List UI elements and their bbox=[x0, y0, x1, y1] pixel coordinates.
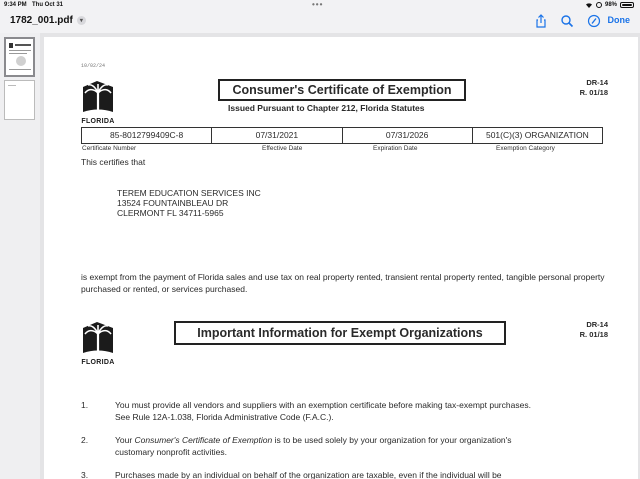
list-text-line: See Rule 12A-1.038, Florida Administrative Code (F.A.C.). bbox=[115, 412, 334, 422]
battery-percent: 98% bbox=[604, 2, 617, 8]
palm-tree-icon bbox=[81, 320, 115, 358]
page-thumbnail-2[interactable] bbox=[4, 80, 35, 120]
list-text bbox=[115, 399, 605, 423]
document-title: 1782_001.pdf bbox=[10, 15, 73, 26]
pdf-page bbox=[44, 37, 638, 479]
certificate-title: Consumer's Certificate of Exemption bbox=[218, 79, 466, 101]
list-text bbox=[115, 434, 605, 458]
form-revision-2: R. 01/18 bbox=[579, 330, 608, 339]
label-exemption-category: Exemption Category bbox=[496, 145, 555, 152]
date-stamp: 10/02/24 bbox=[81, 63, 106, 69]
palm-tree-icon bbox=[81, 79, 115, 117]
label-expiration-date: Expiration Date bbox=[373, 145, 418, 152]
florida-logo-text: FLORIDA bbox=[81, 118, 115, 125]
text-run: Your bbox=[115, 435, 135, 445]
effective-date: 07/31/2021 bbox=[212, 128, 342, 143]
certificate-table bbox=[81, 127, 603, 144]
organization-address bbox=[117, 188, 261, 218]
label-certificate-number: Certificate Number bbox=[82, 145, 137, 152]
list-text bbox=[115, 469, 605, 479]
label-effective-date: Effective Date bbox=[262, 145, 303, 152]
exemption-statement: is exempt from the payment of Florida sales and use tax on real property rented, transient rental property rented, tangible personal property purchased or rented, or services purchased. bbox=[81, 272, 605, 294]
certificate-subtitle: Issued Pursuant to Chapter 212, Florida Statutes bbox=[228, 103, 425, 113]
certificate-number: 85-8012799409C-8 bbox=[82, 128, 212, 143]
share-icon[interactable] bbox=[534, 14, 548, 28]
search-icon[interactable] bbox=[560, 14, 574, 28]
document-title-menu[interactable] bbox=[10, 15, 86, 26]
multitasking-dots[interactable]: ••• bbox=[312, 0, 324, 9]
list-text-line bbox=[115, 434, 605, 446]
list-text-line: You must provide all vendors and suppliers with an exemption certificate before making tax-exempt purchases. bbox=[115, 400, 531, 410]
list-text-line: customary nonprofit activities. bbox=[115, 447, 227, 457]
certificate-labels bbox=[81, 145, 603, 154]
list-text-line: Purchases made by an individual on behalf of the organization are taxable, even if the individual will be bbox=[115, 470, 502, 479]
thumbnail-sidebar bbox=[0, 33, 40, 479]
expiration-date: 07/31/2026 bbox=[343, 128, 473, 143]
status-time: 9:34 PM bbox=[4, 2, 27, 8]
form-revision: R. 01/18 bbox=[579, 88, 608, 97]
status-date: Thu Oct 31 bbox=[32, 2, 64, 8]
list-number: 2. bbox=[81, 435, 89, 445]
markup-icon[interactable] bbox=[587, 14, 601, 28]
done-button[interactable]: Done bbox=[607, 15, 630, 25]
florida-logo-2 bbox=[81, 320, 115, 366]
text-run: is to be used solely by your organization for your organization's bbox=[272, 435, 512, 445]
wifi-icon bbox=[585, 2, 593, 8]
status-indicators bbox=[585, 2, 634, 8]
city-state-zip: CLERMONT FL 34711-5965 bbox=[117, 208, 224, 218]
text-run-italic: Consumer's Certificate of Exemption bbox=[134, 435, 273, 445]
street-address: 13524 FOUNTAINBLEAU DR bbox=[117, 198, 229, 208]
list-number: 3. bbox=[81, 470, 89, 479]
moon-icon bbox=[596, 2, 602, 8]
exemption-category: 501(C)(3) ORGANIZATION bbox=[485, 130, 589, 140]
toolbar bbox=[0, 11, 640, 33]
florida-logo bbox=[81, 79, 115, 125]
document-viewer[interactable] bbox=[40, 33, 640, 479]
chevron-down-icon[interactable]: ▾ bbox=[77, 16, 86, 25]
status-bar bbox=[0, 0, 640, 11]
list-number: 1. bbox=[81, 400, 89, 410]
certifies-text: This certifies that bbox=[81, 157, 146, 167]
battery-icon bbox=[620, 2, 634, 8]
form-number: DR-14 bbox=[586, 78, 608, 87]
organization-name: TEREM EDUCATION SERVICES INC bbox=[117, 188, 261, 198]
page-thumbnail-1[interactable] bbox=[4, 37, 35, 77]
section-title: Important Information for Exempt Organizations bbox=[174, 321, 506, 345]
form-number-2: DR-14 bbox=[586, 320, 608, 329]
florida-logo-text: FLORIDA bbox=[81, 359, 115, 366]
